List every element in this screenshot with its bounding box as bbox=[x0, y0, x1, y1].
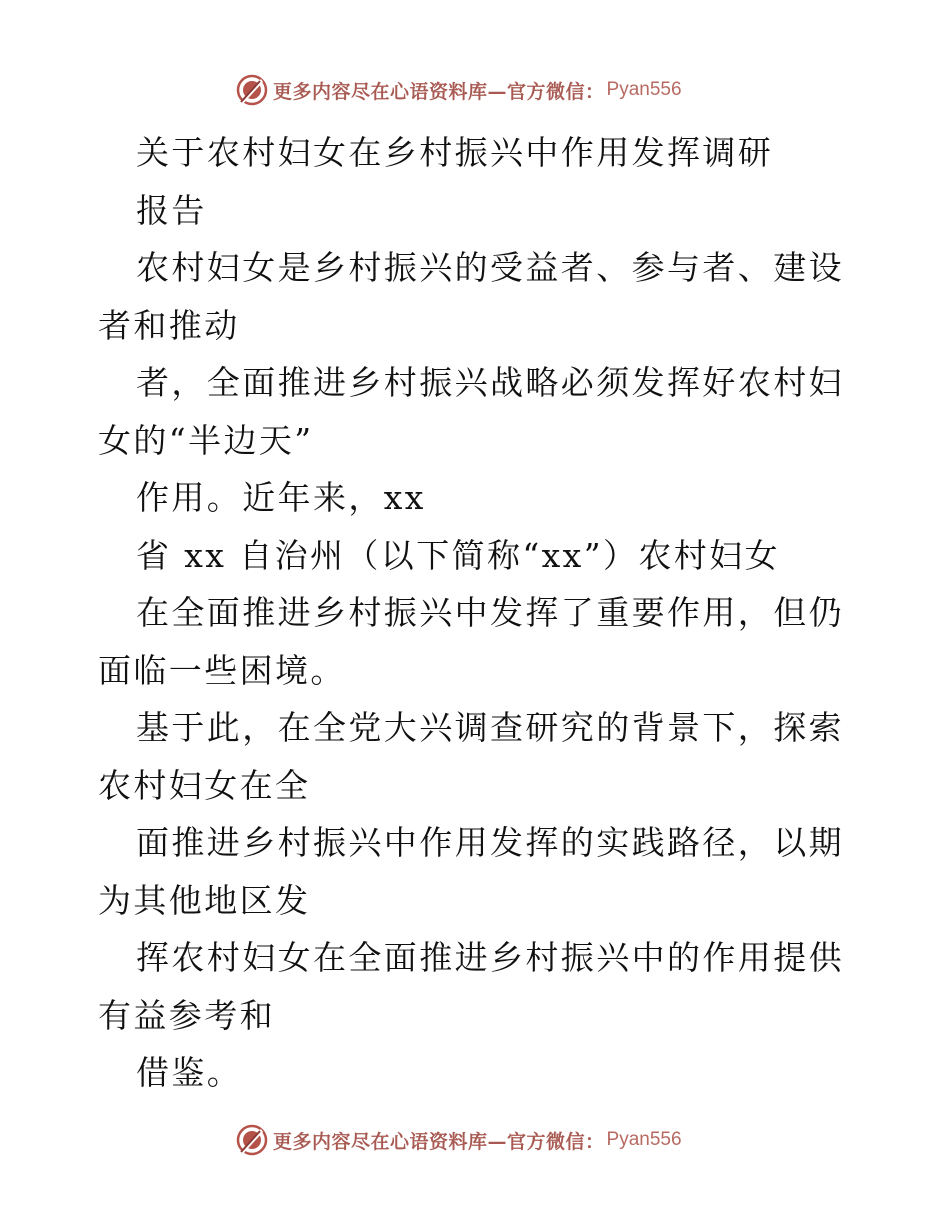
paragraph-line: 面推进乡村振兴中作用发挥的实践路径，以期为其他地区发 bbox=[98, 823, 844, 920]
paragraph-line: 基于此，在全党大兴调查研究的背景下，探索农村妇女在全 bbox=[98, 708, 844, 805]
quill-pen-logo-icon bbox=[235, 73, 269, 107]
paragraph-line: 挥农村妇女在全面推进乡村振兴中的作用提供有益参考和 bbox=[98, 938, 844, 1035]
watermark-wechat-id: Pyan556 bbox=[606, 79, 682, 100]
paragraph-line: 省 xx 自治州（以下简称“xx”）农村妇女 bbox=[136, 535, 780, 575]
watermark-wechat-id: Pyan556 bbox=[606, 1129, 682, 1150]
watermark-text: 更多内容尽在心语资料库—官方微信： bbox=[273, 1130, 605, 1153]
header-watermark bbox=[235, 72, 682, 108]
paragraph-line: 农村妇女是乡村振兴的受益者、参与者、建设者和推动 bbox=[98, 248, 844, 345]
paragraph-line: 借鉴。 bbox=[136, 1053, 243, 1092]
watermark-text: 更多内容尽在心语资料库—官方微信： bbox=[273, 80, 605, 103]
paragraph-line: 在全面推进乡村振兴中发挥了重要作用，但仍面临一些困境。 bbox=[98, 593, 844, 690]
document-title: 关于农村妇女在乡村振兴中作用发挥调研 bbox=[136, 133, 774, 172]
paragraph-line: 者，全面推进乡村振兴战略必须发挥好农村妇女的“半边天” bbox=[98, 363, 844, 460]
document-body bbox=[98, 124, 858, 1102]
footer-watermark bbox=[235, 1122, 682, 1158]
quill-pen-logo-icon bbox=[235, 1123, 269, 1157]
paragraph-line: 作用。近年来，xx bbox=[136, 478, 426, 517]
document-title-continued: 报告 bbox=[136, 190, 207, 230]
